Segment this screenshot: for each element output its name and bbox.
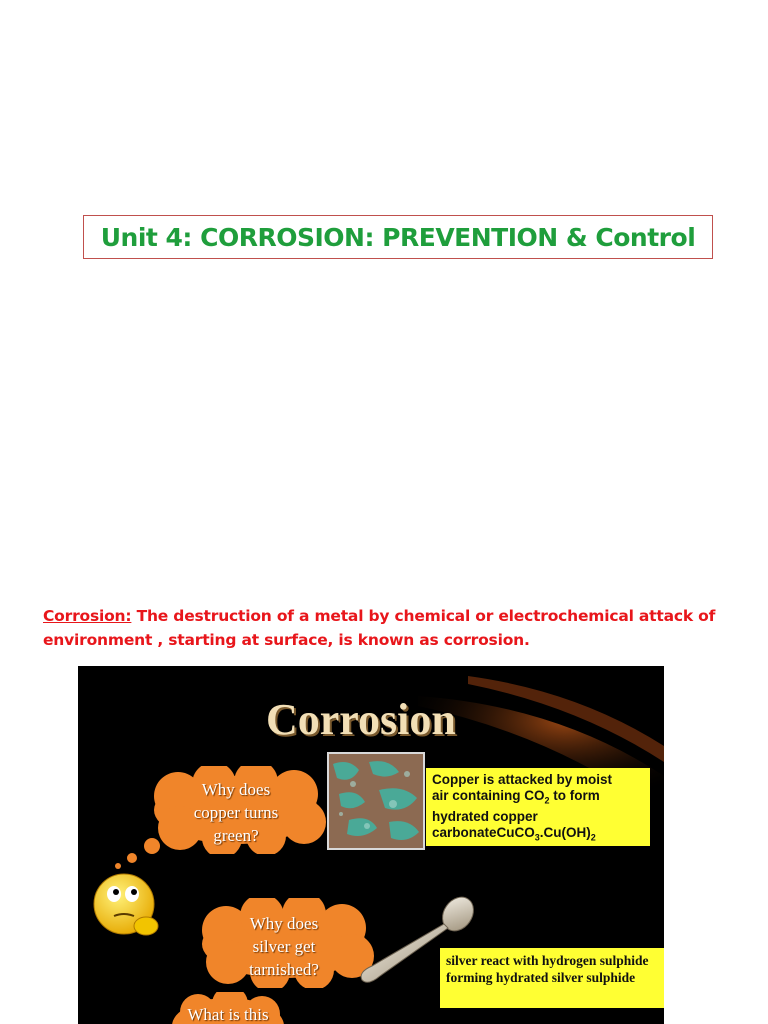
question-what: What is this [187,1005,269,1024]
page-title: Unit 4: CORROSION: PREVENTION & Control [100,222,696,252]
copper-note-line-4b: .Cu(OH) [539,824,591,840]
definition-paragraph [43,604,743,652]
copper-note-sub-3: 3 [534,832,540,843]
definition-text: The destruction of a metal by chemical or electrochemical attack of environment , starting at surface, is known as corrosion. [43,607,716,649]
question-cloud-copper [144,766,328,854]
copper-note-line-2b: to form [549,788,600,803]
silver-explanation-note: silver react with hydrogen sulphide forming hydrated silver sulphide [440,948,664,1008]
title-box [83,215,713,259]
copper-note-sub-2: 2 [544,795,550,806]
slide-title: Corrosion [266,695,456,744]
thinking-face-icon [88,868,168,948]
copper-note-line-4a: carbonateCuCO [432,824,535,840]
copper-texture [329,754,423,848]
copper-note-sub-4: 2 [590,832,596,843]
copper-explanation-note [426,768,650,846]
question-copper: Why does copper turns green? [193,780,279,845]
question-cloud-what [168,992,288,1024]
corrosion-slide-image [78,666,664,1024]
definition-term: Corrosion: [43,607,132,625]
copper-note-line-3: hydrated copper [432,808,538,824]
question-silver: Why does silver get tarnished? [249,914,319,979]
copper-note-line-1: Copper is attacked by moist [432,772,613,787]
copper-note-line-2a: air containing CO [432,788,545,803]
corroded-copper-photo [327,752,425,850]
